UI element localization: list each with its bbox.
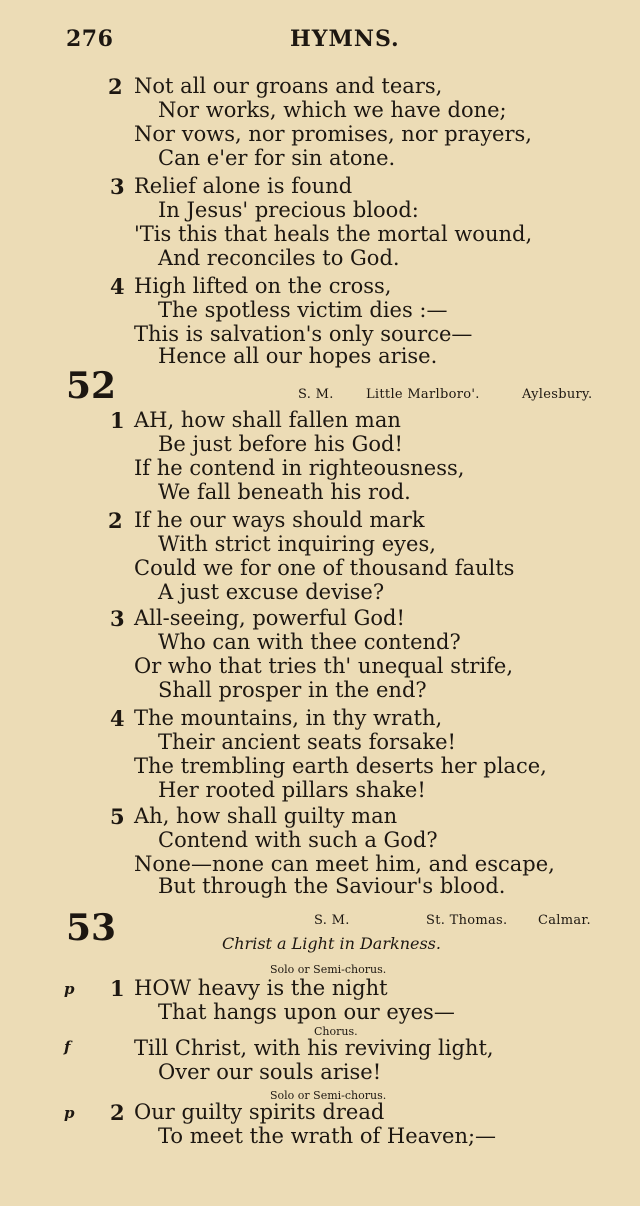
hymn-line: High lifted on the cross, [134, 274, 392, 298]
dynamic-marking: p [64, 1104, 75, 1122]
hymn-line: Our guilty spirits dread [134, 1100, 385, 1124]
verse-number: 4 [110, 706, 125, 731]
hymn-line: All-seeing, powerful God! [134, 606, 405, 630]
hymn-line: Over our souls arise! [158, 1060, 382, 1084]
hymn-line: Nor works, which we have done; [158, 98, 507, 122]
hymn-line: Could we for one of thousand faults [134, 556, 515, 580]
hymn-line: Their ancient seats forsake! [158, 730, 456, 754]
hymn-subtitle: Christ a Light in Darkness. [222, 934, 441, 953]
hymn-line: Be just before his God! [158, 432, 403, 456]
verse-number: 2 [108, 74, 123, 99]
dynamic-marking: f [64, 1038, 71, 1056]
tune-name: Little Marlboro'. [366, 387, 480, 402]
hymn-line: Can e'er for sin atone. [158, 146, 396, 170]
verse-number: 1 [110, 408, 125, 433]
performance-note: Solo or Semi-chorus. [270, 1089, 387, 1102]
hymn-line: AH, how shall fallen man [134, 408, 401, 432]
verse-number: 1 [110, 976, 125, 1001]
hymn-number: 52 [66, 365, 117, 407]
hymn-line: Nor vows, nor promises, nor prayers, [134, 122, 532, 146]
hymn-line: The spotless victim dies :— [158, 298, 448, 322]
dynamic-marking: p [64, 980, 75, 998]
running-title: HYMNS. [290, 26, 400, 52]
hymn-number: 53 [66, 907, 117, 949]
verse-number: 2 [110, 1100, 125, 1125]
verse-number: 5 [110, 804, 125, 829]
hymn-line: Shall prosper in the end? [158, 678, 427, 702]
verse-number: 2 [108, 508, 123, 533]
hymn-line: 'Tis this that heals the mortal wound, [134, 222, 533, 246]
hymn-line: A just excuse devise? [158, 580, 385, 604]
hymn-meter: S. M. [314, 913, 350, 928]
tune-name: Calmar. [538, 913, 591, 928]
hymn-line: Not all our groans and tears, [134, 74, 443, 98]
hymn-line: Who can with thee contend? [158, 630, 461, 654]
hymn-line: Ah, how shall guilty man [134, 804, 398, 828]
hymn-line: The mountains, in thy wrath, [134, 706, 443, 730]
hymn-line: If he contend in righteousness, [134, 456, 465, 480]
hymn-line: In Jesus' precious blood: [158, 198, 419, 222]
hymn-line: Till Christ, with his reviving light, [134, 1036, 494, 1060]
hymn-line: With strict inquiring eyes, [158, 532, 436, 556]
hymn-line: This is salvation's only source— [134, 322, 473, 346]
hymn-line: Contend with such a God? [158, 828, 438, 852]
performance-note: Solo or Semi-chorus. [270, 963, 387, 976]
hymn-line: We fall beneath his rod. [158, 480, 411, 504]
hymn-line: HOW heavy is the night [134, 976, 388, 1000]
hymn-line: Or who that tries th' unequal strife, [134, 654, 514, 678]
hymn-meter: S. M. [298, 387, 334, 402]
hymn-line: Relief alone is found [134, 174, 353, 198]
hymn-line: The trembling earth deserts her place, [134, 754, 547, 778]
tune-name: St. Thomas. [426, 913, 508, 928]
tune-name: Aylesbury. [522, 387, 593, 402]
verse-number: 3 [110, 174, 125, 199]
hymn-line: Her rooted pillars shake! [158, 778, 426, 802]
performance-note: Chorus. [314, 1025, 358, 1038]
hymn-line: To meet the wrath of Heaven;— [158, 1124, 497, 1148]
hymn-line: That hangs upon our eyes— [158, 1000, 455, 1024]
verse-number: 3 [110, 606, 125, 631]
hymn-line: None—none can meet him, and escape, [134, 852, 555, 876]
verse-number: 4 [110, 274, 125, 299]
hymn-line: But through the Saviour's blood. [158, 874, 506, 898]
hymn-line: And reconciles to God. [158, 246, 400, 270]
page-number: 276 [66, 26, 114, 52]
hymn-line: Hence all our hopes arise. [158, 344, 438, 368]
hymn-line: If he our ways should mark [134, 508, 425, 532]
